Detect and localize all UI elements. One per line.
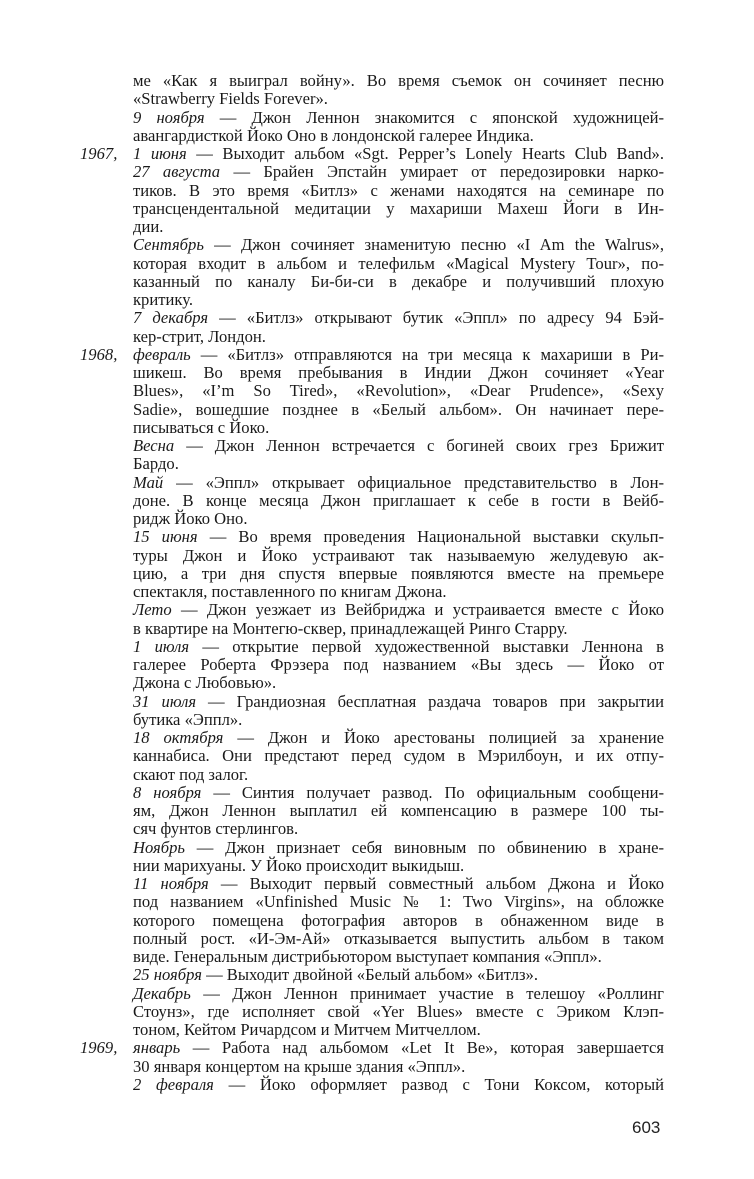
line-text: — Работа над альбомом «Let It Be», которая завершается xyxy=(192,1038,664,1058)
event-date: Ноябрь xyxy=(133,837,185,857)
text-line xyxy=(133,382,664,400)
year-label: 1969, xyxy=(80,1038,118,1058)
text-line xyxy=(133,437,664,455)
line-text: Джона с Любовью». xyxy=(133,673,277,693)
event-date: 18 октября xyxy=(133,728,224,747)
line-text: «Strawberry Fields Forever». xyxy=(133,89,328,109)
text-line xyxy=(133,601,664,619)
line-text: — Джон Леннон встречается с богиней своих грез Брижит xyxy=(186,436,664,455)
event-date: февраль xyxy=(133,344,191,364)
event-date: Лето xyxy=(133,600,172,620)
event-date: Май xyxy=(133,472,164,492)
text-line xyxy=(133,510,664,528)
text-line xyxy=(133,839,664,857)
line-text: тоном, Кейтом Ричардсом и Митчем Митчеллом. xyxy=(133,1020,481,1039)
text-line xyxy=(133,583,664,601)
line-text: шикеш. Во время пребывания в Индии Джон сочиняет «Year xyxy=(133,363,664,382)
line-text: — Во время проведения Национальной выставки скульп- xyxy=(209,527,665,547)
event-date: 7 декабря xyxy=(133,308,209,328)
text-line xyxy=(133,72,664,90)
text-line xyxy=(133,1058,664,1076)
line-text: — Джон и Йоко арестованы полицией за хранение xyxy=(237,728,665,747)
line-text: доне. В конце месяца Джон приглашает к себе в гости в Вейб- xyxy=(133,490,664,510)
line-text: в квартире на Монтегю-сквер, принадлежащей Ринго Старру. xyxy=(133,618,568,638)
line-text: ме «Как я выиграл войну». Во время съемок он сочиняет песню xyxy=(133,71,664,90)
line-text: ям, Джон Леннон выплатил ей компенсацию в размере 100 ты- xyxy=(133,801,664,820)
line-text: галерее Роберта Фрэзера под названием «Вы здесь — Йоко от xyxy=(133,655,664,674)
line-text: полный рост. «И-Эм-Ай» отказывается выпустить альбом в таком xyxy=(133,928,664,948)
text-line xyxy=(80,1038,664,1058)
text-line xyxy=(133,273,664,291)
event-date: январь xyxy=(133,1038,181,1058)
line-text: виде. Генеральным дистрибьютором выступает компания «Эппл». xyxy=(133,947,602,966)
text-line xyxy=(133,747,664,765)
line-text: писываться с Йоко. xyxy=(133,417,270,437)
text-line xyxy=(80,344,664,364)
line-text: сяч фунтов стерлингов. xyxy=(133,819,299,839)
line-text: которого помещена фотография авторов в обнаженном виде в xyxy=(133,910,664,930)
text-line xyxy=(133,620,664,638)
line-text: нии марихуаны. У Йоко происходит выкидыш. xyxy=(133,855,465,875)
text-line xyxy=(133,528,664,546)
text-line xyxy=(133,766,664,784)
line-text: кер-стрит, Лондон. xyxy=(133,326,266,346)
line-text: тиков. В это время «Битлз» с женами находятся на семинаре по xyxy=(133,180,664,200)
line-text: — Йоко оформляет развод с Тони Коксом, который xyxy=(228,1074,665,1094)
text-line xyxy=(133,328,664,346)
line-text: каннабиса. Они предстают перед судом в Мэрилбоун, и их отпу- xyxy=(133,746,664,766)
event-date: 1 июля xyxy=(133,636,190,656)
year-label: 1967, xyxy=(80,144,118,163)
line-text: трансцендентальной медитации у махариши Махеш Йоги в Ин- xyxy=(133,198,664,218)
event-date: 1 июня xyxy=(133,144,187,163)
line-text: цию, а три дня спустя впервые появляются вместе на премьере xyxy=(133,563,664,583)
line-text: Бардо. xyxy=(133,454,179,474)
text-line xyxy=(133,784,664,802)
text-line xyxy=(133,90,664,108)
text-line xyxy=(133,711,664,729)
line-text: — «Битлз» открывают бутик «Эппл» по адресу 94 Бэй- xyxy=(219,308,665,328)
text-line xyxy=(80,144,664,163)
line-text: — «Битлз» отправляются на три месяца к махариши в Ри- xyxy=(200,344,664,364)
event-date: 31 июля xyxy=(133,691,197,711)
text-line xyxy=(133,1021,664,1039)
text-line xyxy=(133,163,664,181)
text-line xyxy=(133,364,664,382)
year-label: 1968, xyxy=(80,344,118,364)
text-line xyxy=(133,1003,664,1021)
line-text: дии. xyxy=(133,217,164,236)
line-text: авангардисткой Йоко Оно в лондонской галерее Индика. xyxy=(133,125,534,145)
text-line xyxy=(133,857,664,875)
event-date: Весна xyxy=(133,436,175,455)
line-text: — Грандиозная бесплатная раздача товаров при закрытии xyxy=(208,691,665,711)
line-text: — Джон сочиняет знаменитую песню «I Am the Walrus», xyxy=(214,235,664,255)
event-date: 2 февраля xyxy=(133,1074,214,1094)
line-text: 30 января концертом на крыше здания «Эппл». xyxy=(133,1056,466,1076)
text-line xyxy=(133,875,664,893)
line-text: бутика «Эппл». xyxy=(133,709,243,729)
text-line xyxy=(133,729,664,747)
line-text: под названием «Unfinished Music № 1: Two Virgins», на обложке xyxy=(133,892,664,912)
text-line xyxy=(133,1076,664,1094)
text-line xyxy=(133,182,664,200)
line-text: — Джон Леннон знакомится с японской художницей- xyxy=(219,107,664,127)
line-text: — Джон признает себя виновным по обвинению в хране- xyxy=(196,837,664,857)
text-line xyxy=(133,966,664,984)
line-text: — Выходит двойной «Белый альбом» «Битлз». xyxy=(206,965,538,985)
line-text: — Выходит первый совместный альбом Джона и Йоко xyxy=(220,874,664,893)
event-date: Декабрь xyxy=(133,983,191,1003)
text-line xyxy=(133,948,664,966)
text-line xyxy=(133,455,664,473)
line-text: — Брайен Эпстайн умирает от передозировки нарко- xyxy=(233,162,664,182)
event-date: 25 ноября xyxy=(133,965,202,985)
event-date: 27 августа xyxy=(133,162,221,182)
text-line xyxy=(133,474,664,492)
text-line xyxy=(133,638,664,656)
text-line xyxy=(133,492,664,510)
line-text: — Джон Леннон принимает участие в телешоу «Роллинг xyxy=(203,983,664,1003)
text-line xyxy=(133,985,664,1003)
event-date: 11 ноября xyxy=(133,874,209,893)
text-line xyxy=(133,802,664,820)
line-text: — Синтия получает развод. По официальным сообщени- xyxy=(213,782,664,802)
text-line xyxy=(133,656,664,674)
text-line xyxy=(133,127,664,145)
line-text: критику. xyxy=(133,290,193,309)
event-date: 15 июня xyxy=(133,527,198,547)
event-date: Сентябрь xyxy=(133,235,204,255)
text-line xyxy=(133,401,664,419)
line-text: — Выходит альбом «Sgt. Pepper’s Lonely Hearts Club Band». xyxy=(196,144,664,163)
line-text: ридж Йоко Оно. xyxy=(133,509,248,528)
line-text: спектакля, поставленного по книгам Джона. xyxy=(133,582,447,601)
event-date: 8 ноября xyxy=(133,782,202,802)
text-line xyxy=(133,565,664,583)
text-line xyxy=(133,236,664,254)
page-number: 603 xyxy=(632,1118,661,1137)
line-text: Стоунз», где исполняет свой «Yer Blues» вместе с Эриком Клэп- xyxy=(133,1001,664,1021)
line-text: — «Эппл» открывает официальное представительство в Лон- xyxy=(176,472,665,492)
text-line xyxy=(133,912,664,930)
text-line xyxy=(133,291,664,309)
text-line xyxy=(133,820,664,838)
line-text: скают под залог. xyxy=(133,764,249,784)
text-line xyxy=(133,674,664,692)
text-line xyxy=(133,547,664,565)
text-line xyxy=(133,419,664,437)
text-line xyxy=(133,693,664,711)
line-text: туры Джон и Йоко устраивают так называемую желудевую ак- xyxy=(133,545,664,565)
text-line xyxy=(133,218,664,236)
line-text: — Джон уезжает из Вейбриджа и устраивается вместе с Йоко xyxy=(180,600,664,620)
line-text: — открытие первой художественной выставки Леннона в xyxy=(202,636,665,656)
text-line xyxy=(133,200,664,218)
chronology-text xyxy=(80,71,665,1094)
text-line xyxy=(133,109,664,127)
line-text: Blues», «I’m So Tired», «Revolution», «Dear Prudence», «Sexy xyxy=(133,381,664,401)
line-text: Sadie», вошедшие позднее в «Белый альбом». Он начинает пере- xyxy=(133,399,664,419)
text-line xyxy=(133,930,664,948)
line-text: казанный по каналу Би-би-си в декабре и получивший плохую xyxy=(133,271,664,291)
text-line xyxy=(133,893,664,911)
event-date: 9 ноября xyxy=(133,107,205,127)
text-line xyxy=(133,255,664,273)
line-text: которая входит в альбом и телефильм «Magical Mystery Tour», по- xyxy=(133,253,664,273)
text-line xyxy=(133,309,664,327)
